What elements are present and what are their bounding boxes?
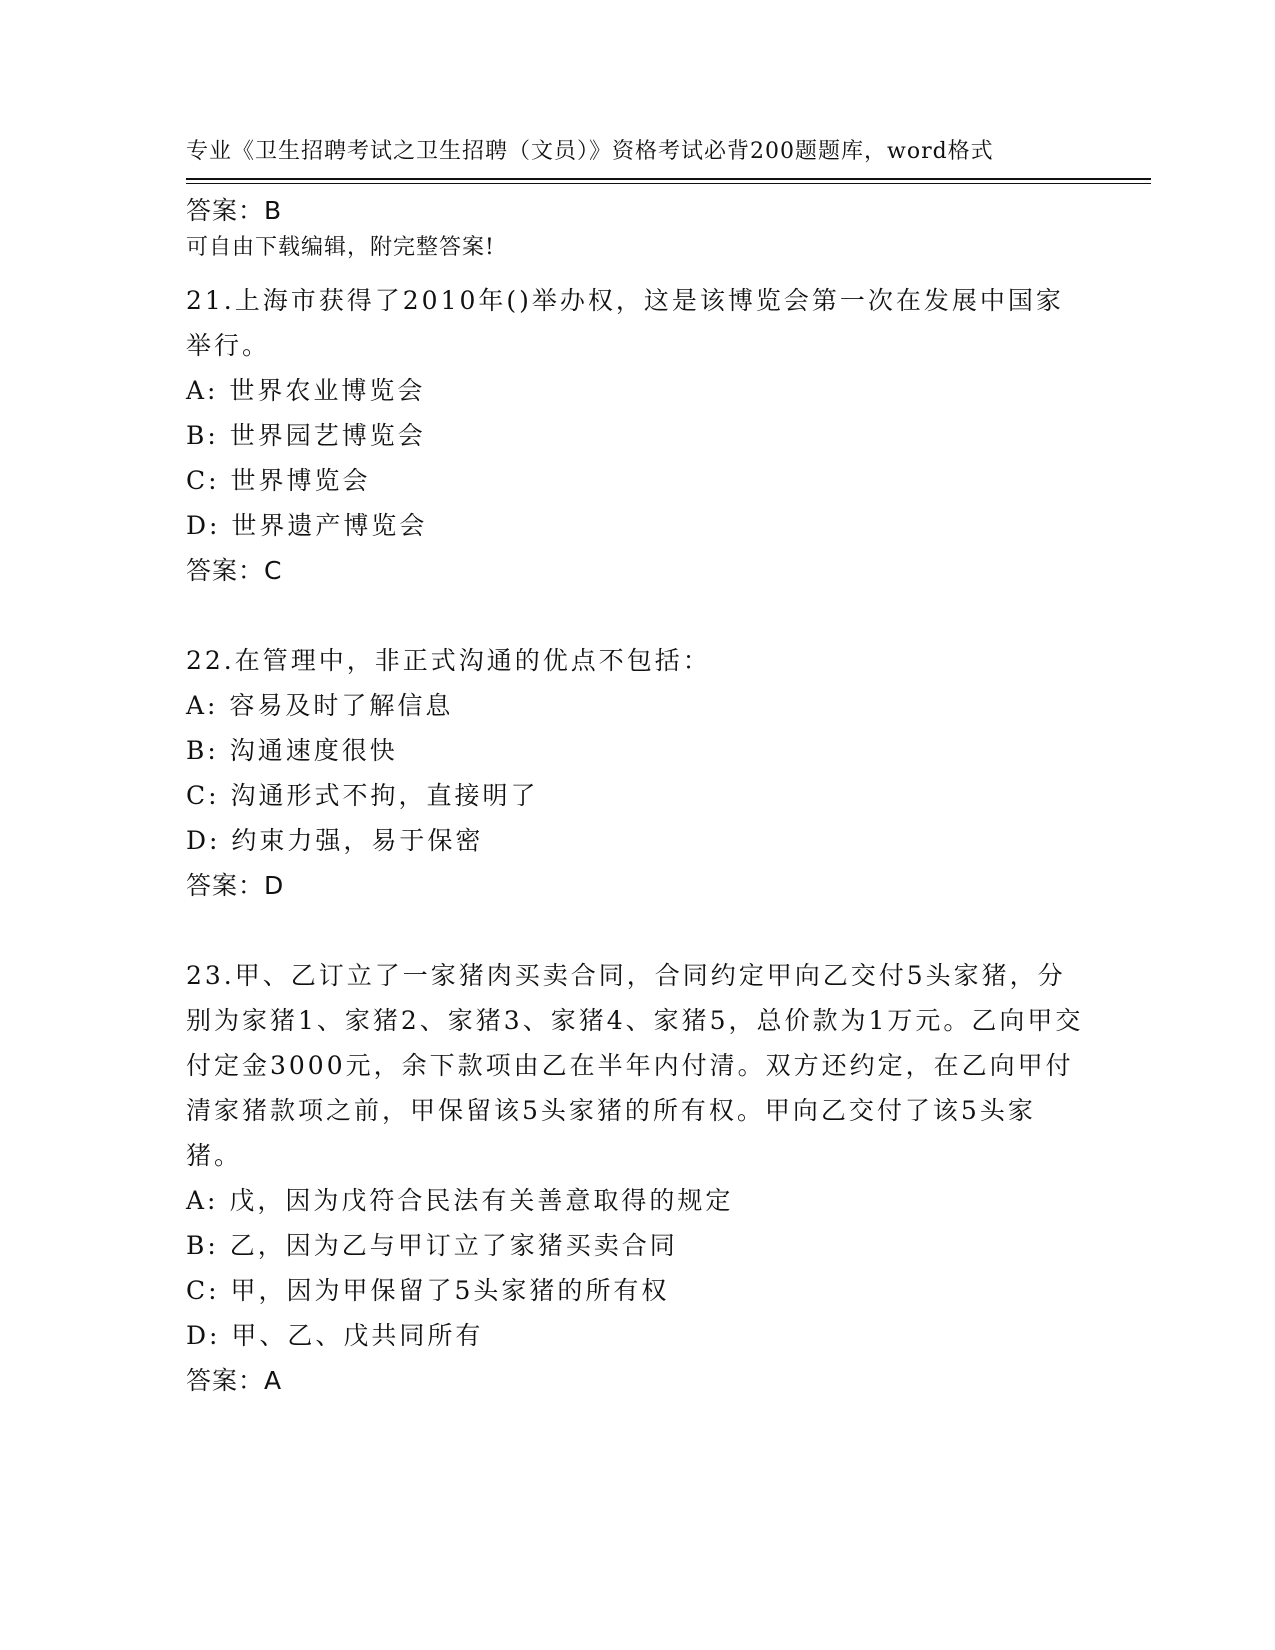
option-b: B: 世界园艺博览会 (186, 421, 426, 450)
header-divider-thin (186, 183, 1151, 184)
answer-line: 答案：A (186, 1366, 283, 1395)
question-text: 21.上海市获得了2010年()举办权，这是该博览会第一次在发展中国家举行。 (186, 286, 1064, 360)
option-c: C: 甲，因为甲保留了5头家猪的所有权 (186, 1276, 670, 1305)
option-a: A: 容易及时了解信息 (186, 691, 454, 720)
option-b: B: 沟通速度很快 (186, 736, 398, 765)
question-block (186, 953, 1086, 1404)
option-b: B: 乙，因为乙与甲订立了家猪买卖合同 (186, 1231, 678, 1260)
option-d: D: 甲、乙、戊共同所有 (186, 1321, 484, 1350)
spacer (186, 234, 1086, 278)
option-a: A: 戊，因为戊符合民法有关善意取得的规定 (186, 1186, 734, 1215)
document-body (186, 188, 1086, 1404)
option-d: D: 世界遗产博览会 (186, 511, 428, 540)
answer-line: 答案：B (186, 196, 283, 225)
answer-line: 答案：C (186, 556, 283, 585)
spacer (186, 909, 1086, 953)
spacer (186, 594, 1086, 638)
question-block (186, 278, 1086, 594)
option-c: C: 世界博览会 (186, 466, 371, 495)
option-d: D: 约束力强，易于保密 (186, 826, 484, 855)
option-a: A: 世界农业博览会 (186, 376, 426, 405)
option-c: C: 沟通形式不拘，直接明了 (186, 781, 539, 810)
header-divider-thick (186, 178, 1151, 180)
answer-line: 答案：D (186, 871, 285, 900)
question-text: 23.甲、乙订立了一家猪肉买卖合同，合同约定甲向乙交付5头家猪，分别为家猪1、家猪2、家猪3、家猪4、家猪5，总价款为1万元。乙向甲交付定金3000元，余下款项由乙在半年内付清。双方还约定，在乙向甲付清家猪款项之前，甲保留该5头家猪的所有权。甲向乙交付了该5头家猪。 (186, 961, 1084, 1170)
header-line-1: 专业《卫生招聘考试之卫生招聘（文员）》资格考试必背200题题库，word格式 (186, 139, 994, 164)
header-line-2: 可自由下载编辑，附完整答案! (186, 235, 495, 260)
question-text: 22.在管理中，非正式沟通的优点不包括： (186, 646, 711, 675)
question-block (186, 638, 1086, 909)
